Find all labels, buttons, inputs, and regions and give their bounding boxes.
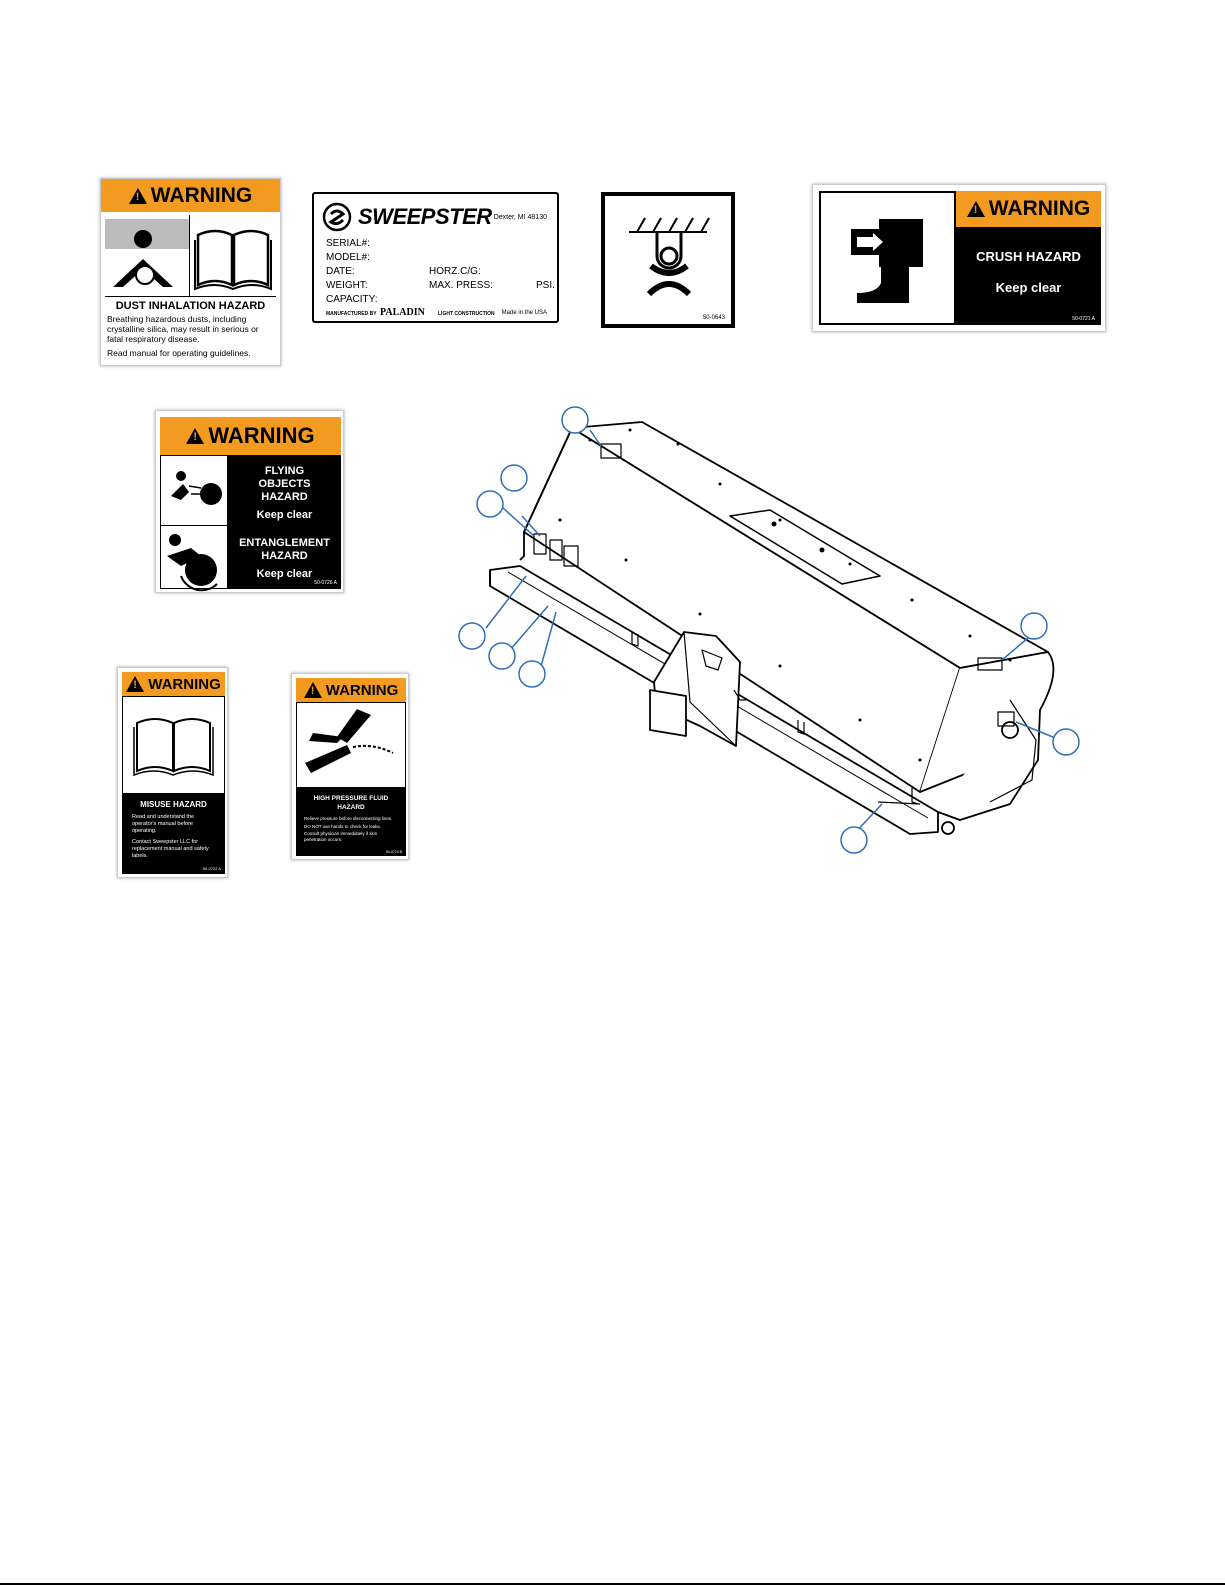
- warning-header: [122, 672, 225, 696]
- warning-header-text: WARNING: [148, 675, 221, 693]
- warning-triangle-icon: [126, 676, 144, 692]
- weight-label: WEIGHT:: [326, 280, 368, 291]
- paladin-brand: PALADIN: [380, 307, 425, 318]
- warning-header: [160, 417, 341, 455]
- flying-objects-icon: [161, 456, 227, 520]
- flying-objects-subtitle: Keep clear: [256, 509, 313, 521]
- entanglement-subtitle: Keep clear: [256, 568, 313, 580]
- hazard-text-2: Read manual for operating guidelines.: [107, 348, 251, 358]
- book-icon: [190, 215, 276, 295]
- entanglement-title: ENTANGLEMENT HAZARD: [239, 537, 330, 562]
- warning-header-text: WARNING: [988, 197, 1091, 220]
- fluid-injection-icon: [297, 703, 405, 787]
- warning-header-text: WARNING: [208, 423, 315, 448]
- dust-inhalation-decal: [100, 178, 281, 366]
- warning-header: [296, 678, 406, 702]
- sweepster-logo-icon: [322, 202, 352, 232]
- lift-point-icon: [605, 196, 731, 306]
- part-number: 50-0721 A: [1072, 316, 1095, 322]
- warning-header-text: WARNING: [150, 183, 253, 207]
- hazard-text-2: DO NOT use hands to check for leaks.: [304, 823, 381, 829]
- warning-triangle-icon: [129, 188, 147, 204]
- callout-circle: [562, 407, 588, 433]
- serial-plate-decal: [312, 192, 559, 323]
- manufactured-by-label: MANUFACTURED BY: [326, 311, 377, 317]
- warning-triangle-icon: [186, 428, 204, 444]
- callout-circle: [489, 643, 515, 669]
- serial-label: SERIAL#:: [326, 238, 370, 249]
- flying-objects-decal: [155, 410, 344, 593]
- hazard-subtitle: Keep clear: [995, 280, 1062, 295]
- callout-circle: [519, 661, 545, 687]
- warning-triangle-icon: [967, 201, 985, 217]
- crush-foot-icon: [821, 193, 954, 323]
- warning-triangle-icon: [304, 682, 322, 698]
- crush-hazard-decal: [812, 184, 1106, 332]
- hazard-text-1: Breathing hazardous dusts, including crystalline silica, may result in serious or fatal respiratory disease.: [107, 314, 259, 344]
- high-pressure-fluid-decal: [291, 673, 409, 860]
- warning-header: [101, 179, 280, 212]
- hazard-text-1: Relieve pressure before disconnecting lines.: [304, 816, 393, 821]
- hazard-text-2: Contact Sweepster LLC for replacement manual and safety labels.: [132, 839, 209, 859]
- part-number: 50-0726 A: [314, 580, 337, 586]
- hazard-text-3: Consult physician immediately if skin penetration occurs.: [304, 831, 378, 842]
- psi-label: PSI.: [536, 280, 555, 291]
- callout-circle: [501, 465, 527, 491]
- model-label: MODEL#:: [326, 252, 370, 263]
- dust-inhalation-icon: [105, 215, 189, 295]
- part-number: 50-0722 A: [202, 866, 221, 871]
- misuse-hazard-decal: [117, 667, 228, 878]
- light-construction-text: LIGHT CONSTRUCTION: [438, 311, 495, 317]
- hazard-title: HIGH PRESSURE FLUID HAZARD: [313, 795, 389, 811]
- brand-name: SWEEPSTER: [358, 204, 492, 229]
- location-text: Dexter, MI 48130: [493, 214, 547, 221]
- hazard-title: MISUSE HAZARD: [140, 800, 207, 809]
- callout-circle: [1021, 613, 1047, 639]
- callout-circle: [1053, 729, 1079, 755]
- callout-circle: [477, 491, 503, 517]
- entanglement-icon: [161, 526, 227, 594]
- flying-objects-title: FLYING OBJECTS HAZARD: [258, 465, 311, 503]
- callout-circle: [459, 623, 485, 649]
- hazard-text-1: Read and understand the operator's manual before operating.: [132, 814, 195, 834]
- warning-header: [956, 191, 1101, 227]
- part-number: 50-0643: [702, 315, 725, 321]
- hazard-title: CRUSH HAZARD: [976, 249, 1081, 264]
- warning-header-text: WARNING: [325, 681, 399, 699]
- callout-circle: [841, 827, 867, 853]
- hazard-title: DUST INHALATION HAZARD: [115, 300, 266, 312]
- max-press-label: MAX. PRESS:: [429, 280, 493, 291]
- capacity-label: CAPACITY:: [326, 294, 378, 305]
- part-number: 50-0724 B: [385, 850, 402, 854]
- made-in-usa-text: Made in the USA: [501, 310, 547, 316]
- horz-cg-label: HORZ.C/G:: [429, 266, 481, 277]
- machine-diagram: [450, 400, 1110, 860]
- book-icon: [123, 697, 224, 793]
- date-label: DATE:: [326, 266, 355, 277]
- lift-point-decal: [601, 192, 735, 328]
